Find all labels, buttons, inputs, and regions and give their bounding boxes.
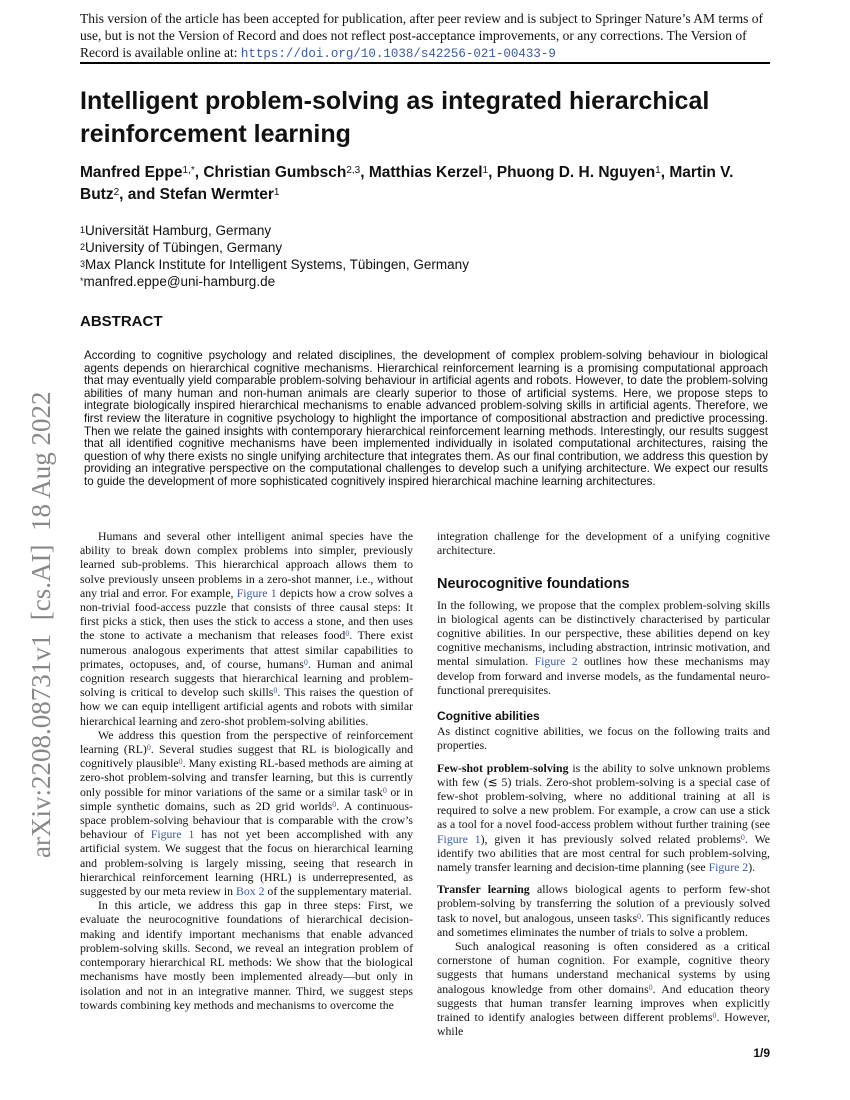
author-name: Christian Gumbsch [203, 164, 347, 181]
author-affiliation-marker: 1,* [182, 165, 195, 176]
citation-marker[interactable]: 0 [146, 743, 151, 753]
section-heading: Neurocognitive foundations [437, 576, 630, 593]
notice-text: This version of the article has been accepted for publication, after peer review and is subject to Springer Nature’s AM terms of use, but is not the Version of Record and does not reflect post-acceptance improvements, or any corrections. The Version of Record is available online at: [80, 11, 764, 60]
right-column [437, 529, 770, 1039]
arxiv-stamp-text: arXiv:2208.08731v1 [cs.AI] 18 Aug 2022 [26, 391, 56, 858]
abstract-heading: ABSTRACT [80, 313, 163, 330]
body-paragraph [437, 761, 770, 875]
body-paragraph [80, 728, 413, 898]
text-run: . A continuous-space problem-solving behaviour that is comparable with the crow’s behaviour of [80, 798, 413, 842]
author-separator: , [194, 164, 204, 181]
text-run: Humans and several other intelligent animal species have the ability to break down complex problems into simpler, previously learned sub-problems. This hierarchical approach allows them to solve previously unseen problems in a zero-shot manner, i.e., without any trial and error. For example, [80, 529, 413, 600]
body-paragraph: As distinct cognitive abilities, we focus on the following traits and properties. [437, 724, 770, 753]
figure-reference-link[interactable]: Box 2 [235, 884, 265, 899]
body-paragraph [437, 882, 770, 939]
text-run: . We identify two abilities that are most central for such problem-solving, namely transfer learning and decision-time planning (see [437, 831, 770, 875]
body-paragraph [80, 529, 413, 728]
author-affiliation-marker: 1 [655, 165, 661, 176]
author-affiliation-marker: 1 [482, 165, 489, 176]
affiliation-marker: 1 [80, 225, 86, 235]
citation-marker[interactable]: 0 [648, 982, 653, 992]
affiliation-text: University of Tübingen, Germany [85, 240, 283, 255]
affiliations [80, 222, 770, 290]
page-number: 1/9 [753, 1046, 770, 1060]
author-separator: , [360, 164, 369, 181]
text-run: . Human and animal cognition research suggests that hierarchical learning and problem-solving is critical to develop such skills [80, 656, 413, 700]
text-run: of the supplementary material. [264, 884, 412, 899]
text-run: ). [748, 860, 756, 875]
author-separator: , [488, 164, 497, 181]
citation-marker[interactable]: 0 [345, 629, 350, 639]
affiliation [80, 239, 770, 256]
text-run: . This significantly reduces and sometimes eliminates the number of trials to solve a problem. [437, 910, 770, 939]
body-paragraph [437, 939, 770, 1038]
subsection-heading: Cognitive abilities [437, 709, 540, 724]
citation-marker[interactable]: 0 [332, 799, 337, 809]
publication-notice [80, 10, 770, 63]
author-name: Stefan Wermter [159, 186, 274, 203]
citation-marker[interactable]: 0 [303, 657, 308, 667]
figure-reference-link[interactable]: Figure 1 [437, 831, 481, 846]
body-paragraph: integration challenge for the development of a unifying cognitive architecture. [437, 529, 770, 558]
author-separator: , and [119, 186, 160, 203]
text-run: . And education theory suggests that human transfer learning improves when explicitly trained to identify analogies between different problems [437, 981, 770, 1025]
text-run: is the ability to solve unknown problems with few (≲ 5) trials. Zero-shot problem-solving is a special case of few-shot problem-solving, where no additional training at all is required to solve a new problem. For example, a crow can use a stick as a tool for a novel food-access problem without further training (see [437, 760, 770, 832]
contact-email[interactable]: manfred.eppe@uni-hamburg.de [83, 274, 276, 289]
text-run: We address this question from the perspective of reinforcement learning (RL) [80, 727, 413, 757]
author-affiliation-marker: 1 [273, 187, 280, 198]
abstract-text: According to cognitive psychology and related disciplines, the development of complex problem-solving behaviour in biological agents depends on hierarchical cognitive mechanisms. Hierarchical reinforcement learning is a promising computational approach that may eventually yield comparable problem-solving behaviour in artificial agents and robots. However, to date the problem-solving abilities of many human and non-human animals are clearly superior to those of artificial systems. Here, we propose steps to integrate biologically inspired hierarchical mechanisms to enable advanced problem-solving skills in artificial agents. Therefore, we first review the literature in cognitive psychology to highlight the importance of compositional abstraction and predictive processing. Then we relate the gained insights with contemporary hierarchical reinforcement learning methods. Interestingly, our results suggest that all identified cognitive mechanisms have been implemented individually in isolated computational architectures, raising the question of why there exists no single unifying architecture that integrates them. As our final contribution, we address this question by providing an integrative perspective on the computational challenges to develop such a unifying architecture. We expect our results to guide the development of more sophisticated cognitively inspired hierarchical machine learning architectures. [84, 349, 768, 488]
affiliation-text: Universität Hamburg, Germany [85, 223, 272, 238]
affiliation [80, 256, 770, 273]
citation-marker[interactable]: 0 [740, 832, 745, 842]
citation-marker[interactable]: 0 [637, 911, 642, 921]
author-affiliation-marker: 2,3 [346, 165, 361, 176]
author-name: Manfred Eppe [80, 164, 183, 181]
text-run: In this article, we address this gap in three steps: First, we evaluate the neurocognitive foundations of hierarchical decision-making and identify important mechanisms that enable advanced problem-solving skills. Second, we reveal an integration problem of contemporary hierarchical RL methods: We show that the biological mechanisms have mostly been implemented already—but only in isolation and not in an integrative manner. Third, we suggest steps towards combining key methods and mechanisms to overcome the [80, 898, 413, 1012]
text-run: has not yet been accomplished with any artificial system. We suggest that the focus on hierarchical learning and problem-solving is largely missing, seeing that research in hierarchical reinforcement learning (HRL) is underrepresented, as suggested by our meta review in [80, 827, 413, 899]
text-run: allows biological agents to perform few-shot problem-solving by transferring the solution of a previously solved task to novel, but analogous, unseen tasks [437, 882, 770, 925]
paper-title: Intelligent problem-solving as integrated hierarchical reinforcement learning [80, 87, 710, 148]
body-paragraph [80, 898, 413, 1012]
author-list [80, 162, 770, 206]
figure-reference-link[interactable]: Figure 1 [150, 827, 195, 842]
text-run: In the following, we propose that the complex problem-solving skills in biological agents can be distinctively characterised by particular cognitive abilities. In our perspective, these abilities depend on key cognitive mechanisms, including abstraction, intrinsic motivation, and mental simulation. [437, 597, 770, 669]
body-paragraph [437, 598, 770, 697]
author-affiliation-marker: 2 [113, 187, 120, 198]
affiliation-text: Max Planck Institute for Intelligent Systems, Tübingen, Germany [85, 257, 469, 272]
text-run: depicts how a crow solves a non-trivial food-access puzzle that consists of three causal steps: It first picks a stick, then uses the stick to access a stone, and then uses the stone to activate a mechanism that releases food [80, 585, 413, 643]
text-run: ), given it has previously solved related problems [480, 831, 741, 846]
figure-reference-link[interactable]: Figure 2 [534, 654, 578, 669]
text-run: Such analogical reasoning is often considered as a critical cornerstone of human cognition. For example, cognitive theory suggests that humans understand mechanical systems by using analogous knowledge from other domains [437, 939, 770, 996]
author-name: Martin V. Butz [80, 164, 734, 203]
author-name: Phuong D. H. Nguyen [496, 164, 656, 181]
text-run: . However, while [437, 1010, 770, 1039]
citation-marker[interactable]: 0 [273, 686, 278, 696]
doi-link[interactable]: https://doi.org/10.1038/s42256-021-00433-9 [240, 47, 556, 61]
inline-term: Transfer learning [437, 882, 530, 897]
affiliation-marker: 2 [80, 242, 86, 252]
affiliation [80, 222, 770, 239]
text-run: . Many existing RL-based methods are aiming at zero-shot problem-solving and transfer learning, but this is currently only possible for minor variations of the same or a similar task [80, 756, 413, 799]
affiliation-marker: * [80, 276, 84, 286]
affiliation-email [80, 273, 770, 290]
author-separator: , [660, 164, 670, 181]
author-name: Matthias Kerzel [368, 164, 483, 181]
text-run: . There exist numerous analogous experiments that attest similar capabilities to primates, octopuses, and, of course, humans [80, 628, 413, 671]
text-run: or in simple synthetic domains, such as 2D grid worlds [80, 784, 413, 813]
citation-marker[interactable]: 0 [712, 1011, 717, 1021]
text-run: . This raises the question of how we can equip intelligent artificial agents and robots with similar hierarchical learning and zero-shot problem-solving abilities. [80, 685, 414, 728]
arxiv-stamp [26, 300, 56, 860]
affiliation-marker: 3 [80, 259, 86, 269]
text-run: . Several studies suggest that RL is biologically and cognitively plausible [80, 742, 413, 771]
left-column [80, 529, 413, 1012]
text-run: outlines how these mechanisms may develop from forward and inverse models, as the fundamental neuro-functional prerequisites. [437, 654, 770, 697]
citation-marker[interactable]: 0 [382, 785, 387, 795]
citation-marker[interactable]: 0 [178, 757, 183, 767]
header-rule [80, 62, 770, 64]
figure-reference-link[interactable]: Figure 2 [708, 860, 749, 875]
figure-reference-link[interactable]: Figure 1 [236, 585, 277, 600]
inline-term: Few-shot problem-solving [437, 760, 569, 775]
